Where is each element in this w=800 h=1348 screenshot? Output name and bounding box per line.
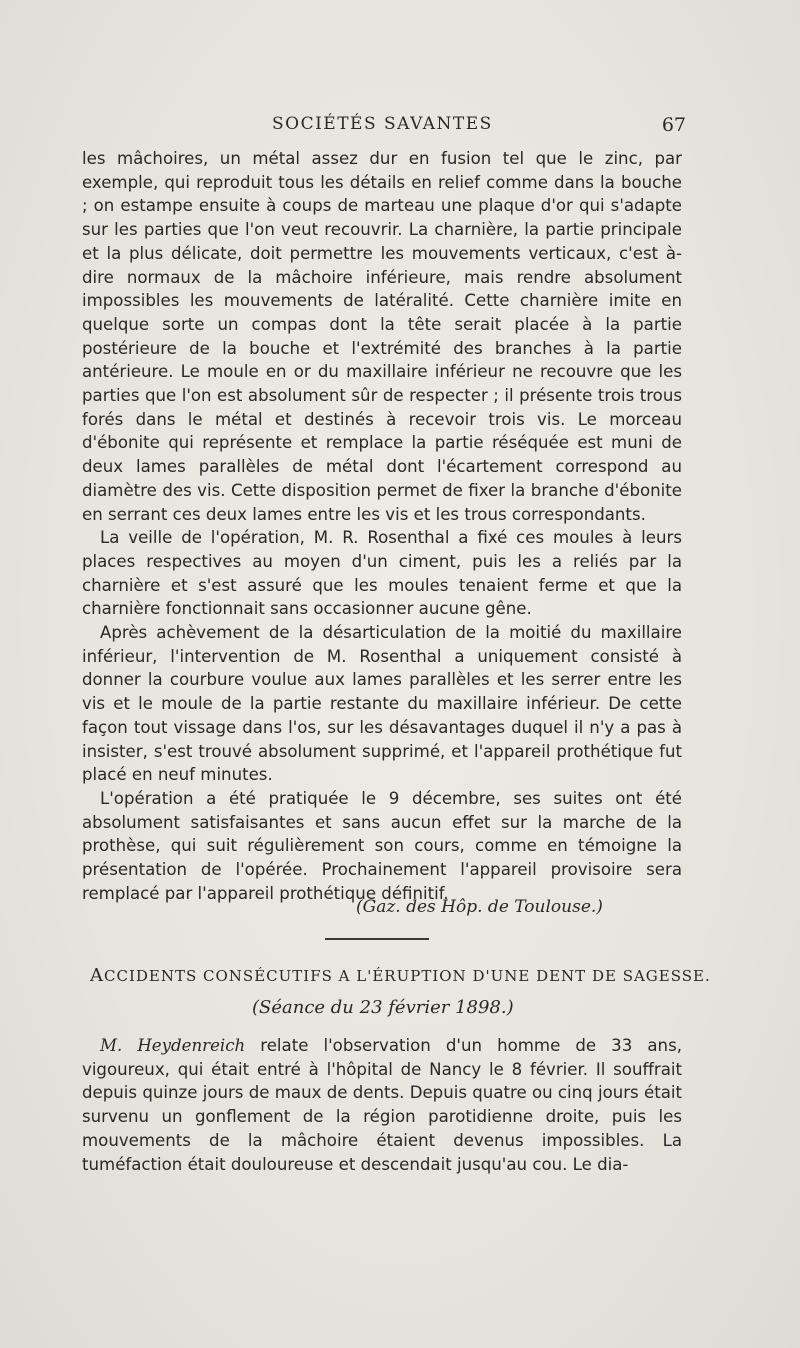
paragraph: les mâchoires, un métal assez dur en fusion tel que le zinc, par exemple, qui reproduit tous les détails en relief comme dans la bouche ; on estampe ensuite à coups de marteau une plaque d'or qui s'adapte sur les parties que l'on veut recouvrir. La charnière, la partie principale et la plus délicate, doit permettre les mouvements verticaux, c'est à-dire normaux de la mâchoire inférieure, mais rendre absolument impossibles les mouvements de latéralité. Cette charnière imite en quelque sorte un compas dont la tête serait placée à la partie postérieure de la bouche et l'extrémité des branches à la partie antérieure. Le moule en or du maxillaire inférieur ne recouvre que les parties que l'on est absolument sûr de respecter ; il présente trois trous forés dans le métal et destinés à recevoir trois vis. Le morceau d'ébonite qui représente et remplace la partie réséquée est muni de deux lames parallèles de métal dont l'écartement correspond au diamètre des vis. Cette disposition permet de fixer la branche d'ébonite en serrant ces deux lames entre les vis et les trous correspondants.	[82, 149, 682, 524]
page-number: 67	[661, 114, 686, 136]
page-header	[82, 114, 686, 140]
citation: (Gaz. des Hôp. de Toulouse.)	[356, 897, 603, 917]
section-2-body	[82, 1034, 682, 1176]
section-title	[90, 965, 711, 986]
section-1-body	[82, 147, 682, 906]
running-title: SOCIÉTÉS SAVANTES	[272, 114, 493, 134]
author-name: M. Heydenreich	[100, 1036, 246, 1055]
paragraph	[82, 1034, 682, 1176]
paragraph: Après achèvement de la désarticulation de la moitié du maxillaire inférieur, l'intervention de M. Rosenthal a uniquement consisté à donner la courbure voulue aux lames parallèles et les serrer entre les vis et le moule de la partie restante du maxillaire inférieur. De cette façon tout vissage dans l'os, sur les désavantages duquel il n'y a pas à insister, s'est trouvé absolument supprimé, et l'appareil prothétique fut placé en neuf minutes.	[82, 623, 682, 785]
section-divider	[325, 938, 429, 940]
session-date: (Séance du 23 février 1898.)	[252, 997, 514, 1018]
section-title-rest: CCIDENTS CONSÉCUTIFS A L'ÉRUPTION D'UNE DENT DE SAGESSE.	[104, 967, 711, 985]
paragraph-text: relate l'observation d'un homme de 33 ans, vigoureux, qui était entré à l'hôpital de Nancy le 8 février. Il souffrait depuis quinze jours de maux de dents. Depuis quatre ou cinq jours était survenu un gonflement de la région parotidienne droite, puis les mouvements de la mâchoire étaient devenus impossibles. La tuméfaction était douloureuse et descendait jusqu'au cou. Le dia-	[82, 1036, 682, 1174]
paragraph: La veille de l'opération, M. R. Rosenthal a fixé ces moules à leurs places respectives au moyen d'un ciment, puis les a reliés par la charnière et s'est assuré que les moules tenaient ferme et que la charnière fonctionnait sans occasionner aucune gêne.	[82, 528, 682, 619]
section-title-initial: A	[90, 965, 104, 986]
paragraph: L'opération a été pratiquée le 9 décembre, ses suites ont été absolument satisfaisantes et sans aucun effet sur la marche de la prothèse, qui suit régulièrement son cours, comme en témoigne la présentation de l'opérée. Prochainement l'appareil provisoire sera remplacé par l'appareil prothétique définitif.	[82, 788, 682, 903]
